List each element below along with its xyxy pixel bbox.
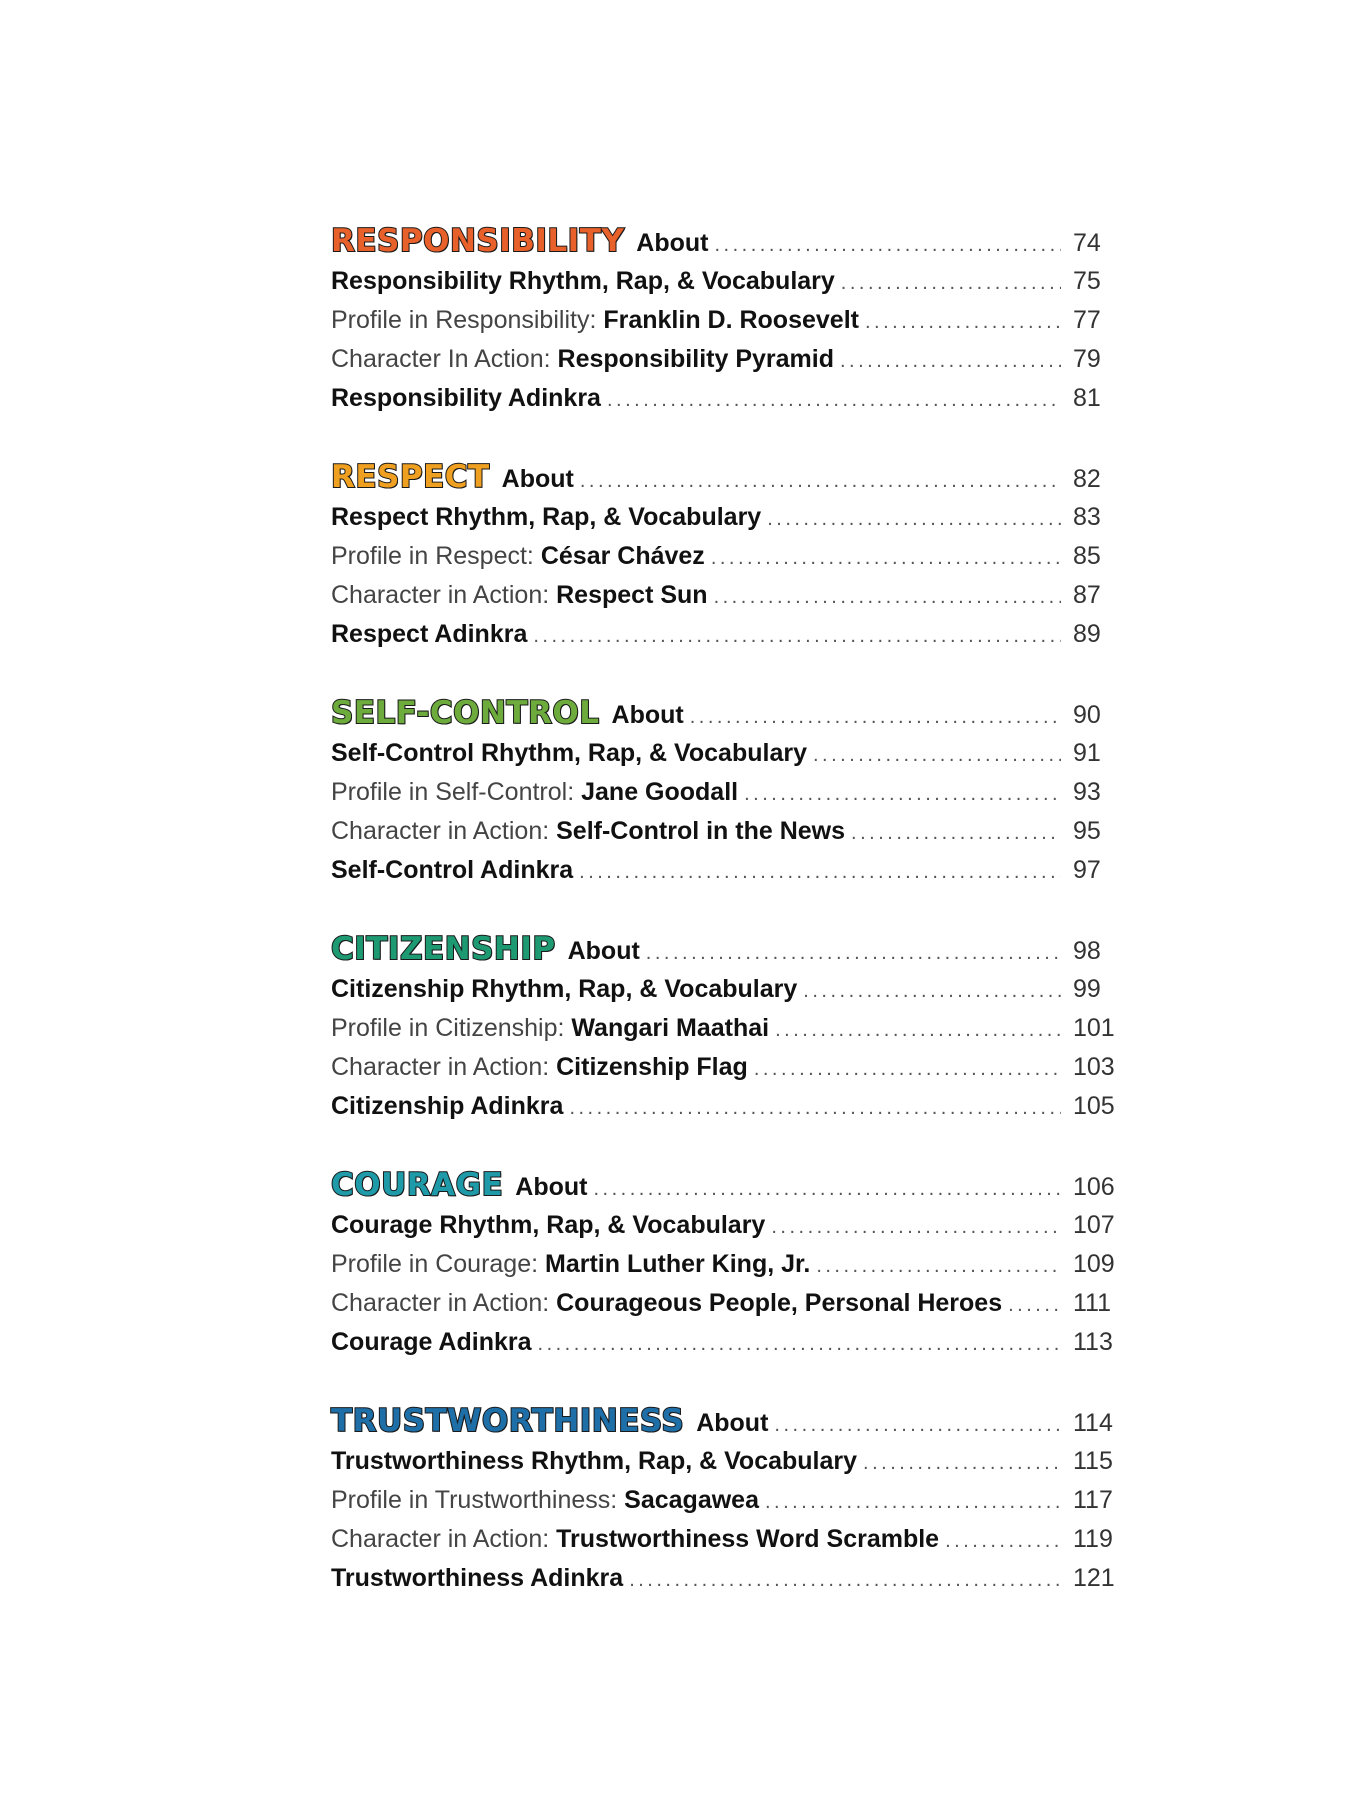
toc-entry[interactable] <box>331 812 1121 851</box>
dot-leader <box>580 460 1061 502</box>
entry-label: Character in Action: <box>331 1289 557 1317</box>
toc-section-respect <box>331 456 1121 654</box>
entry-label: Profile in Respect: <box>331 542 541 570</box>
toc-heading-row[interactable] <box>331 692 1121 734</box>
about-label: About <box>611 701 684 729</box>
section-word: SELF-CONTROL <box>331 695 600 731</box>
entry-title: Citizenship Rhythm, Rap, & Vocabulary <box>331 975 798 1003</box>
dot-leader <box>715 224 1062 266</box>
toc-entry[interactable] <box>331 734 1121 773</box>
page-number: 121 <box>1073 1564 1115 1592</box>
page-number: 99 <box>1073 975 1101 1003</box>
dot-leader <box>803 972 1061 1011</box>
section-heading <box>331 1400 768 1444</box>
toc-entry[interactable] <box>331 379 1121 418</box>
dot-leader <box>579 853 1061 892</box>
dot-leader <box>646 932 1061 974</box>
section-heading <box>331 1164 587 1208</box>
dot-leader <box>754 1050 1061 1089</box>
entry-label: Character in Action: <box>331 1525 557 1553</box>
section-word: TRUSTWORTHINESS <box>331 1403 685 1439</box>
dot-leader <box>851 814 1061 853</box>
dot-leader <box>840 342 1061 381</box>
entry-title: Citizenship Flag <box>556 1053 748 1081</box>
page-number: 111 <box>1073 1289 1112 1317</box>
toc-section-responsibility <box>331 220 1121 418</box>
page-number: 97 <box>1073 856 1101 884</box>
section-heading <box>331 456 574 500</box>
entry-label: Profile in Self-Control: <box>331 778 582 806</box>
entry-title: Trustworthiness Adinkra <box>331 1564 624 1592</box>
toc-entry[interactable] <box>331 340 1121 379</box>
toc-entry[interactable] <box>331 1559 1121 1598</box>
entry-label: Character in Action: <box>331 1053 557 1081</box>
section-heading <box>331 928 640 972</box>
toc-heading-row[interactable] <box>331 456 1121 498</box>
entry-title: Respect Sun <box>556 581 708 609</box>
page-number: 85 <box>1073 542 1101 570</box>
about-label: About <box>567 937 640 965</box>
entry-title: Franklin D. Roosevelt <box>603 306 859 334</box>
page-number: 113 <box>1073 1328 1113 1356</box>
toc-entry[interactable] <box>331 615 1121 654</box>
about-label: About <box>636 229 709 257</box>
page-number: 107 <box>1073 1211 1115 1239</box>
entry-label: Profile in Trustworthiness: <box>331 1486 625 1514</box>
entry-label: Character in Action: <box>331 581 557 609</box>
toc-section-trustworthiness <box>331 1400 1121 1598</box>
dot-leader <box>771 1208 1061 1247</box>
toc-entry[interactable] <box>331 1481 1121 1520</box>
page-number: 93 <box>1073 778 1101 806</box>
page-number: 98 <box>1073 937 1101 965</box>
page-number: 74 <box>1073 229 1101 257</box>
page-number: 81 <box>1073 384 1101 412</box>
page-number: 82 <box>1073 465 1101 493</box>
toc-entry[interactable] <box>331 1048 1121 1087</box>
toc-entry[interactable] <box>331 1087 1121 1126</box>
toc-section-courage <box>331 1164 1121 1362</box>
section-word: RESPONSIBILITY <box>331 223 625 259</box>
section-word: RESPECT <box>331 459 490 495</box>
page-number: 83 <box>1073 503 1101 531</box>
dot-leader <box>744 775 1061 814</box>
entry-title: Courage Adinkra <box>331 1328 532 1356</box>
about-label: About <box>501 465 574 493</box>
page-number: 114 <box>1073 1409 1113 1437</box>
dot-leader <box>593 1168 1061 1210</box>
toc-entry[interactable] <box>331 498 1121 537</box>
about-label: About <box>696 1409 769 1437</box>
dot-leader <box>865 303 1061 342</box>
entry-label: Profile in Responsibility: <box>331 306 604 334</box>
page-number: 109 <box>1073 1250 1115 1278</box>
page-number: 115 <box>1073 1447 1113 1475</box>
entry-title: Respect Adinkra <box>331 620 528 648</box>
dot-leader <box>711 539 1061 578</box>
toc-entry[interactable] <box>331 576 1121 615</box>
dot-leader <box>538 1325 1061 1364</box>
toc-heading-row[interactable] <box>331 1164 1121 1206</box>
entry-title: Wangari Maathai <box>571 1014 770 1042</box>
entry-title: Trustworthiness Word Scramble <box>556 1525 940 1553</box>
toc-entry[interactable] <box>331 1245 1121 1284</box>
page-number: 87 <box>1073 581 1101 609</box>
toc-entry[interactable] <box>331 851 1121 890</box>
page-number: 119 <box>1073 1525 1113 1553</box>
about-label: About <box>515 1173 588 1201</box>
toc-heading-row[interactable] <box>331 928 1121 970</box>
page-number: 77 <box>1073 306 1101 334</box>
dot-leader <box>714 578 1061 617</box>
dot-leader <box>813 736 1061 775</box>
dot-leader <box>945 1522 1061 1561</box>
entry-title: Trustworthiness Rhythm, Rap, & Vocabulary <box>331 1447 858 1475</box>
dot-leader <box>629 1561 1061 1600</box>
page-number: 117 <box>1073 1486 1113 1514</box>
page-number: 103 <box>1073 1053 1115 1081</box>
toc-entry[interactable] <box>331 1206 1121 1245</box>
toc-entry[interactable] <box>331 1284 1121 1323</box>
dot-leader <box>569 1089 1061 1128</box>
section-heading <box>331 220 709 264</box>
toc-entry[interactable] <box>331 1442 1121 1481</box>
toc-section-self-control <box>331 692 1121 890</box>
toc-entry[interactable] <box>331 773 1121 812</box>
toc-section-citizenship <box>331 928 1121 1126</box>
toc-entry[interactable] <box>331 1520 1121 1559</box>
page-number: 95 <box>1073 817 1101 845</box>
entry-title: Courage Rhythm, Rap, & Vocabulary <box>331 1211 766 1239</box>
toc-entry[interactable] <box>331 301 1121 340</box>
entry-title: Responsibility Rhythm, Rap, & Vocabulary <box>331 267 835 295</box>
dot-leader <box>841 264 1061 303</box>
entry-title: Self-Control Adinkra <box>331 856 574 884</box>
entry-title: Respect Rhythm, Rap, & Vocabulary <box>331 503 762 531</box>
page-number: 89 <box>1073 620 1101 648</box>
dot-leader <box>607 381 1061 420</box>
toc-heading-row[interactable] <box>331 1400 1121 1442</box>
entry-title: Self-Control Rhythm, Rap, & Vocabulary <box>331 739 807 767</box>
entry-title: Self-Control in the News <box>556 817 846 845</box>
entry-title: Martin Luther King, Jr. <box>545 1250 811 1278</box>
dot-leader <box>816 1247 1061 1286</box>
page-number: 105 <box>1073 1092 1115 1120</box>
entry-label: Profile in Citizenship: <box>331 1014 572 1042</box>
section-heading <box>331 692 684 736</box>
dot-leader <box>767 500 1061 539</box>
dot-leader <box>1008 1286 1061 1325</box>
dot-leader <box>774 1404 1061 1446</box>
toc-entry[interactable] <box>331 537 1121 576</box>
page-number: 90 <box>1073 701 1101 729</box>
page-number: 91 <box>1073 739 1101 767</box>
entry-title: Sacagawea <box>624 1486 759 1514</box>
entry-label: Profile in Courage: <box>331 1250 546 1278</box>
entry-title: Jane Goodall <box>581 778 739 806</box>
page-number: 75 <box>1073 267 1101 295</box>
toc-entry[interactable] <box>331 1009 1121 1048</box>
page-number: 106 <box>1073 1173 1115 1201</box>
dot-leader <box>765 1483 1061 1522</box>
dot-leader <box>863 1444 1061 1483</box>
entry-title: Responsibility Adinkra <box>331 384 601 412</box>
dot-leader <box>775 1011 1061 1050</box>
section-word: CITIZENSHIP <box>331 931 556 967</box>
entry-label: Character In Action: <box>331 345 558 373</box>
dot-leader <box>533 617 1061 656</box>
entry-title: César Chávez <box>540 542 705 570</box>
toc-entry[interactable] <box>331 262 1121 301</box>
entry-title: Citizenship Adinkra <box>331 1092 564 1120</box>
section-word: COURAGE <box>331 1167 504 1203</box>
table-of-contents <box>331 220 1121 1636</box>
page-number: 101 <box>1073 1014 1115 1042</box>
toc-entry[interactable] <box>331 1323 1121 1362</box>
entry-title: Responsibility Pyramid <box>557 345 834 373</box>
toc-heading-row[interactable] <box>331 220 1121 262</box>
dot-leader <box>690 696 1061 738</box>
entry-title: Courageous People, Personal Heroes <box>556 1289 1003 1317</box>
entry-label: Character in Action: <box>331 817 557 845</box>
page-number: 79 <box>1073 345 1101 373</box>
toc-entry[interactable] <box>331 970 1121 1009</box>
